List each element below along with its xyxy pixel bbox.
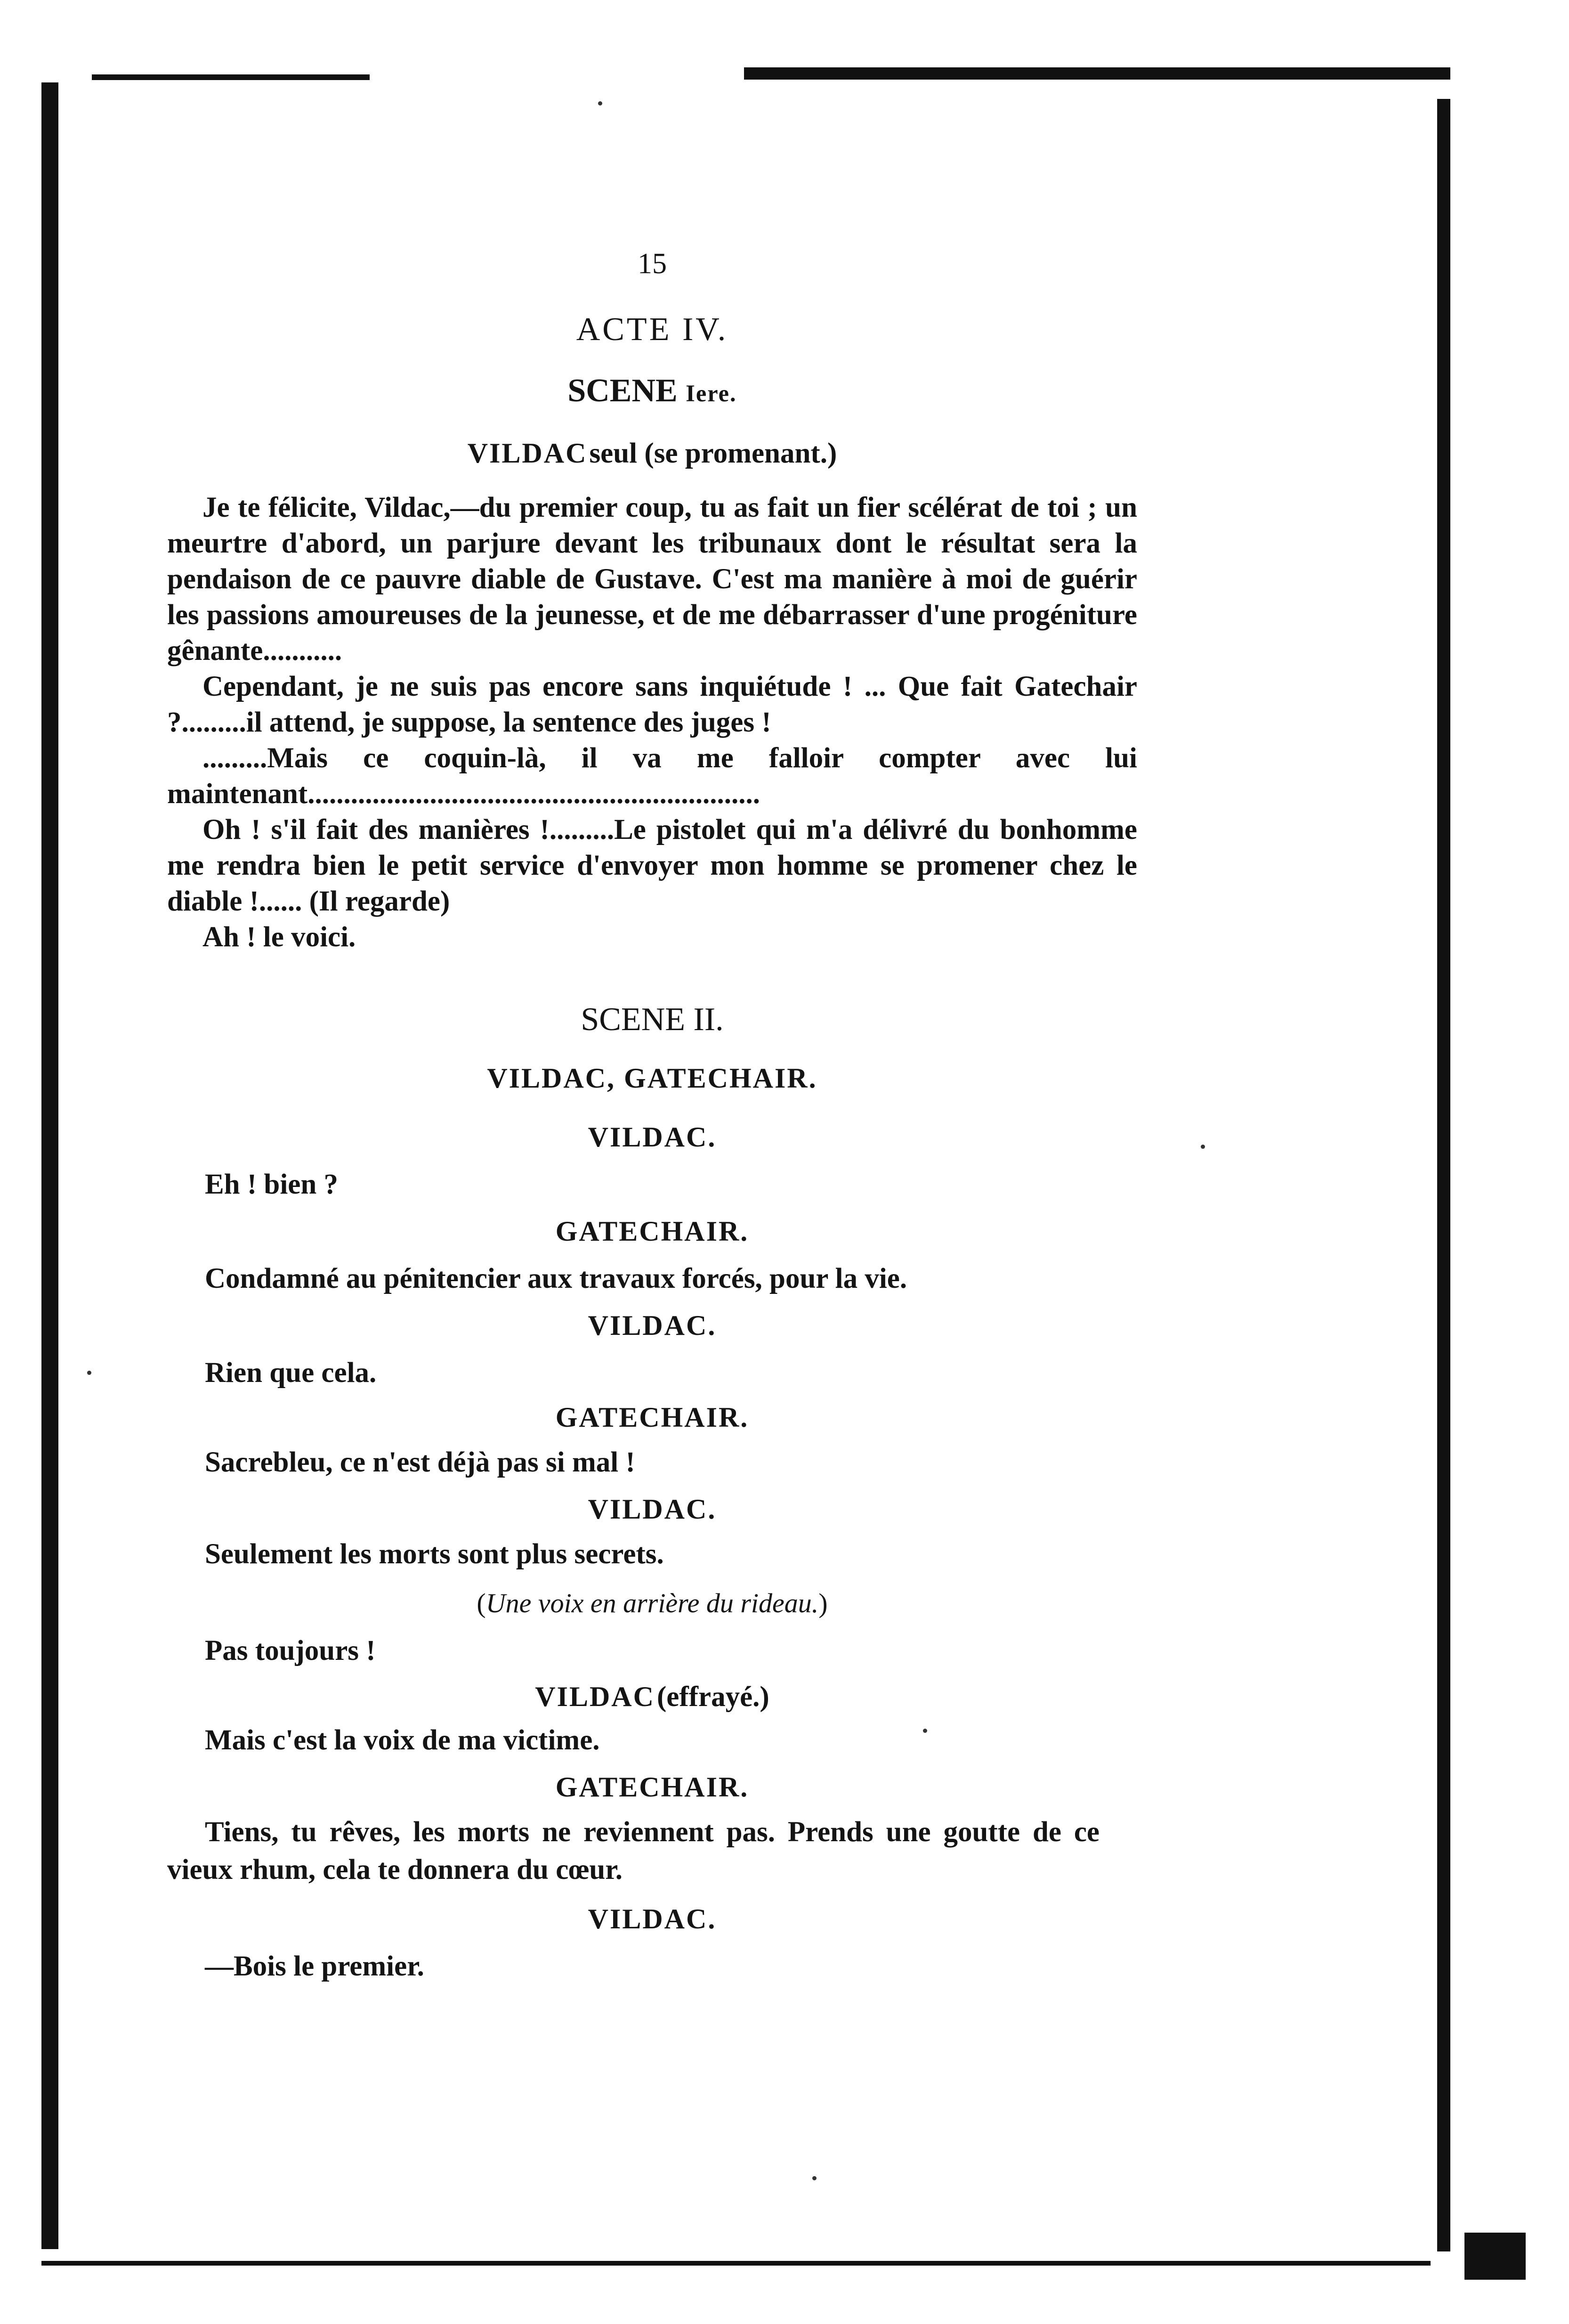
scene1-stage-direction: seul (se promenant.) [589, 438, 837, 469]
dialogue-line: Eh ! bien ? [205, 1169, 339, 1200]
speaker-heading: VILDAC. [588, 1494, 717, 1525]
speaker-heading: GATECHAIR. [555, 1216, 749, 1247]
scene2-title: SCENE II. [581, 1001, 724, 1038]
speaker-heading: VILDAC (effrayé.) [535, 1681, 769, 1713]
speck [1201, 1145, 1205, 1149]
monologue-paragraph: Ah ! le voici. [202, 921, 356, 953]
dialogue-line: —Bois le premier. [205, 1950, 424, 1982]
right-margin-bar [1437, 99, 1450, 2251]
scene1-title [167, 372, 1137, 410]
speaker-heading: VILDAC. [588, 1310, 717, 1341]
monologue-paragraph: Je te félicite, Vildac,—du premier coup, tu as fait un fier scélérat de toi ; un meurtre d'abord, un parjure devant les tribunaux dont le résultat sera la pendaison de ce pauvre diable de Gustave. C'est ma manière à moi de guérir les passions amoureuses de la jeunesse, et de me débarrasser d'une progéniture gênante........... [167, 492, 1137, 666]
speck [923, 1729, 927, 1733]
speck [812, 2176, 817, 2180]
top-rule-right [744, 67, 1450, 80]
dialogue-line: Sacrebleu, ce n'est déjà pas si mal ! [205, 1446, 635, 1478]
corner-block [1464, 2233, 1526, 2280]
scene1-speaker: VILDAC [467, 438, 588, 469]
monologue-paragraph: .........Mais ce coquin-là, il va me falloir compter avec lui maintenant............................................................... [167, 742, 1137, 810]
speck [87, 1371, 91, 1375]
speck [598, 101, 602, 106]
dialogue-line: Tiens, tu rêves, les morts ne reviennent pas. Prends une goutte de ce vieux rhum, cela te donnera du cœur. [167, 1816, 1100, 1885]
monologue-paragraph: Oh ! s'il fait des manières !.........Le pistolet qui m'a délivré du bonhomme me rendra bien le petit service d'envoyer mon homme se promener chez le diable !...... (Il regarde) [167, 814, 1137, 917]
dialogue-line: Seulement les morts sont plus secrets. [205, 1538, 664, 1570]
scene1-stage-line [167, 436, 1137, 471]
speaker-heading: VILDAC. [588, 1903, 717, 1934]
bottom-rule [41, 2261, 1431, 2266]
speaker-direction: (effrayé.) [656, 1681, 769, 1713]
dialogue-line: Mais c'est la voix de ma victime. [205, 1724, 600, 1756]
dialogue-line: Rien que cela. [205, 1357, 377, 1389]
stage-direction: (Une voix en arrière du rideau.) [477, 1588, 828, 1618]
page-number: 15 [638, 248, 667, 280]
left-margin-bar [41, 82, 58, 2249]
act-title: ACTE IV. [576, 311, 728, 348]
speaker-heading: GATECHAIR. [555, 1402, 749, 1433]
dialogue-line: Pas toujours ! [205, 1635, 376, 1666]
top-rule-left [92, 74, 370, 80]
scene1-title-main: SCENE [567, 373, 678, 409]
scene1-title-number: Iere. [686, 380, 737, 406]
monologue-paragraph: Cependant, je ne suis pas encore sans inquiétude ! ... Que fait Gatechair ?.........il attend, je suppose, la sentence des juges ! [167, 671, 1137, 738]
scene2-characters: VILDAC, GATECHAIR. [487, 1063, 817, 1094]
speaker-heading: VILDAC. [588, 1121, 717, 1153]
monologue [167, 490, 1137, 955]
speaker-heading: GATECHAIR. [555, 1771, 749, 1803]
dialogue-line: Condamné au pénitencier aux travaux forcés, pour la vie. [205, 1263, 907, 1294]
